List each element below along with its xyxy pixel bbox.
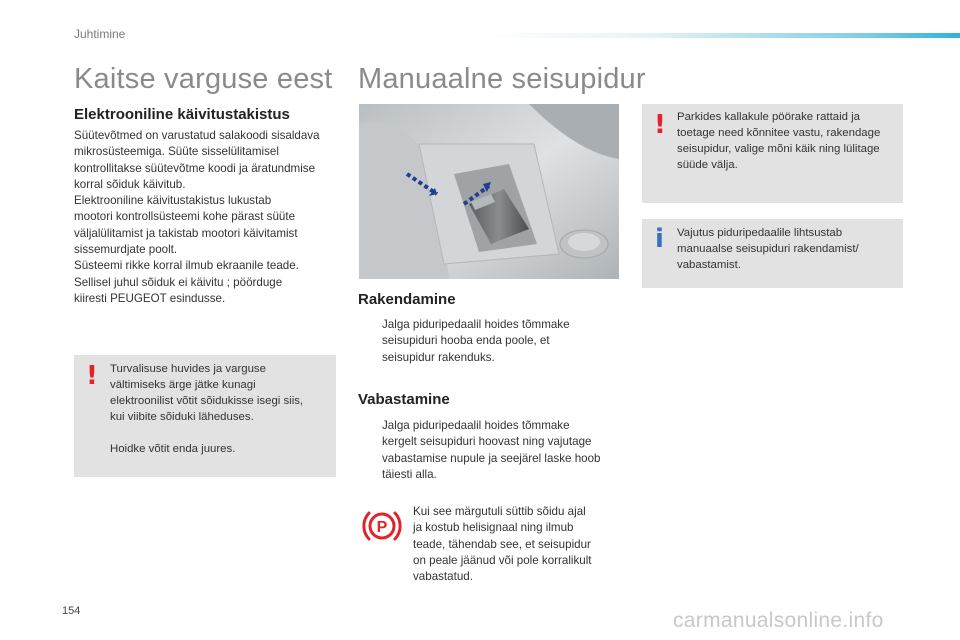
body-line: kontrollitakse süütevõtme koodi ja äratundmise <box>74 161 316 175</box>
right-title: Manuaalne seisupidur <box>358 63 646 95</box>
release-heading: Vabastamine <box>358 391 450 408</box>
body-line: mootori kontrollsüsteemi kohe pärast süüte <box>74 210 296 224</box>
warning-line: vältimiseks ärge jätke kunagi <box>110 379 256 391</box>
lamp-note-text <box>413 504 592 585</box>
apply-line: seisupiduri hooba enda poole, et <box>382 334 550 348</box>
info-text <box>677 225 859 273</box>
left-warning-note: Hoidke võtit enda juures. <box>110 443 236 455</box>
lamp-line: teade, tähendab see, et seisupidur <box>413 537 591 551</box>
release-text <box>382 418 601 483</box>
right-warning-text <box>677 109 880 173</box>
body-line: väljalülitamist ja takistab mootori käivitamist <box>74 226 298 240</box>
lamp-line: ja kostub helisignaal ning ilmub <box>413 521 574 535</box>
info-line: Vajutus piduripedaalile lihtsustab <box>677 227 843 239</box>
warning-line: seisupidur, valige mõni käik ning lülitage <box>677 143 880 155</box>
release-line: vabastamise nupule ja seejärel laske hoob <box>382 451 601 465</box>
lamp-line: on peale jäänud või pole korralikult <box>413 553 592 567</box>
warning-line: elektroonilist võtit sõidukisse isegi siis, <box>110 395 304 407</box>
release-line: täiesti alla. <box>382 467 437 481</box>
apply-line: Jalga piduripedaalil hoides tõmmake <box>382 318 570 331</box>
left-body <box>74 128 320 307</box>
apply-heading: Rakendamine <box>358 291 456 308</box>
warning-line: toetage need kõnnitee vastu, rakendage <box>677 127 881 139</box>
lamp-line: vabastatud. <box>413 570 473 584</box>
left-warning-box <box>74 355 336 477</box>
info-icon: i <box>655 224 664 254</box>
release-instruction <box>362 418 622 486</box>
warning-icon: ! <box>86 361 98 391</box>
info-line: vabastamist. <box>677 259 741 271</box>
apply-line: seisupidur rakenduks. <box>382 350 495 364</box>
section-label: Juhtimine <box>74 27 126 41</box>
body-line: mikrosüsteemiga. Süüte sisselülitamisel <box>74 145 279 159</box>
header-accent-bar <box>487 33 960 38</box>
watermark: carmanualsonline.info <box>673 609 884 632</box>
left-warning-text <box>110 361 303 425</box>
parking-brake-illustration <box>359 104 619 279</box>
body-line: korral sõiduk käivitub. <box>74 177 186 191</box>
info-box <box>642 219 903 288</box>
warning-line: Turvalisuse huvides ja varguse <box>110 363 266 375</box>
warning-line: Parkides kallakule pöörake rattaid ja <box>677 111 860 123</box>
info-line: manuaalse seisupiduri rakendamist/ <box>677 243 859 255</box>
apply-instruction <box>362 317 622 369</box>
body-line: Süsteemi rikke korral ilmub ekraanile teade. <box>74 259 299 273</box>
warning-line: kui viibite sõiduki läheduses. <box>110 411 254 423</box>
apply-text <box>382 317 570 366</box>
body-line: Elektrooniline käivitustakistus lukustab <box>74 194 272 208</box>
warning-line: süüde välja. <box>677 159 738 171</box>
right-warning-box <box>642 104 903 203</box>
lamp-letter: P <box>376 519 388 536</box>
release-line: kergelt seisupiduri hoovast ning vajutage <box>382 435 592 449</box>
lamp-line: Kui see märgutuli süttib sõidu ajal <box>413 505 586 518</box>
left-subtitle: Elektrooniline käivitustakistus <box>74 106 290 123</box>
release-line: Jalga piduripedaalil hoides tõmmake <box>382 419 570 432</box>
parking-brake-photo <box>359 104 619 279</box>
body-line: kiiresti PEUGEOT esindusse. <box>74 291 226 305</box>
parking-brake-warning-lamp-icon <box>362 506 402 546</box>
body-line: Süütevõtmed on varustatud salakoodi sisaldava <box>74 129 320 142</box>
page-number: 154 <box>62 605 81 617</box>
warning-icon: ! <box>654 110 666 140</box>
body-line: Sellisel juhul sõiduk ei käivitu ; pöörduge <box>74 275 283 289</box>
left-title: Kaitse varguse eest <box>74 63 333 95</box>
body-line: sissemurdjate poolt. <box>74 243 178 257</box>
